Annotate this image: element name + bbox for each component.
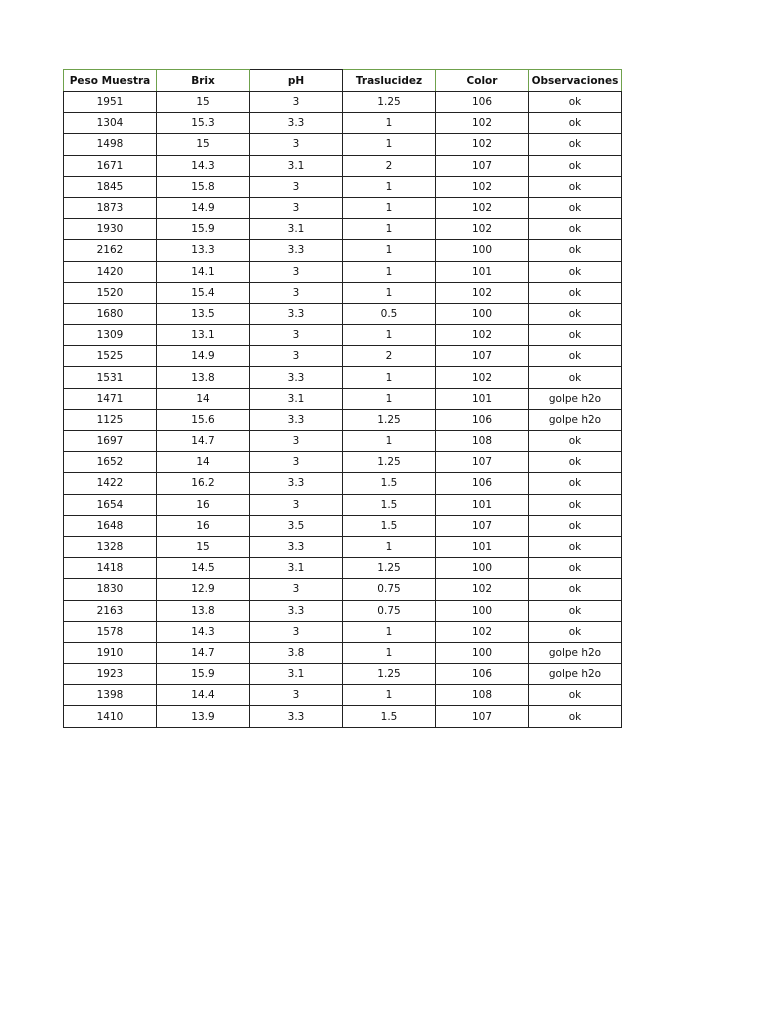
cell-peso-muestra: 1873 — [64, 197, 157, 218]
cell-observaciones: ok — [529, 494, 622, 515]
cell-observaciones: ok — [529, 92, 622, 113]
cell-brix: 14 — [157, 452, 250, 473]
cell-observaciones: ok — [529, 346, 622, 367]
cell-observaciones: ok — [529, 558, 622, 579]
cell-traslucidez: 1 — [343, 536, 436, 557]
spreadsheet-page — [63, 69, 622, 728]
cell-ph: 3 — [250, 197, 343, 218]
cell-peso-muestra: 1951 — [64, 92, 157, 113]
cell-brix: 14.7 — [157, 431, 250, 452]
cell-brix: 14.7 — [157, 642, 250, 663]
cell-traslucidez: 1 — [343, 431, 436, 452]
cell-color: 102 — [436, 134, 529, 155]
table-row — [64, 134, 622, 155]
cell-color: 102 — [436, 579, 529, 600]
cell-traslucidez: 1 — [343, 219, 436, 240]
cell-brix: 13.9 — [157, 706, 250, 727]
cell-color: 107 — [436, 706, 529, 727]
cell-color: 102 — [436, 219, 529, 240]
cell-traslucidez: 1.25 — [343, 452, 436, 473]
cell-color: 106 — [436, 92, 529, 113]
header-peso-muestra: Peso Muestra — [64, 70, 157, 92]
cell-traslucidez: 1.25 — [343, 558, 436, 579]
cell-brix: 14.5 — [157, 558, 250, 579]
cell-ph: 3 — [250, 261, 343, 282]
cell-traslucidez: 1 — [343, 176, 436, 197]
table-row — [64, 113, 622, 134]
cell-traslucidez: 1 — [343, 134, 436, 155]
cell-color: 106 — [436, 473, 529, 494]
cell-peso-muestra: 1845 — [64, 176, 157, 197]
cell-observaciones: ok — [529, 452, 622, 473]
table-row — [64, 176, 622, 197]
cell-brix: 14.4 — [157, 685, 250, 706]
cell-peso-muestra: 1654 — [64, 494, 157, 515]
cell-brix: 15 — [157, 92, 250, 113]
cell-traslucidez: 1.5 — [343, 515, 436, 536]
table-row — [64, 388, 622, 409]
cell-ph: 3.3 — [250, 600, 343, 621]
cell-traslucidez: 1 — [343, 367, 436, 388]
cell-peso-muestra: 1910 — [64, 642, 157, 663]
cell-brix: 16 — [157, 515, 250, 536]
table-row — [64, 197, 622, 218]
cell-ph: 3.8 — [250, 642, 343, 663]
table-row — [64, 664, 622, 685]
cell-traslucidez: 1.25 — [343, 92, 436, 113]
cell-color: 102 — [436, 282, 529, 303]
cell-brix: 15.3 — [157, 113, 250, 134]
cell-ph: 3 — [250, 282, 343, 303]
cell-brix: 14.9 — [157, 346, 250, 367]
cell-traslucidez: 1.5 — [343, 706, 436, 727]
cell-color: 102 — [436, 621, 529, 642]
cell-peso-muestra: 1680 — [64, 303, 157, 324]
table-row — [64, 600, 622, 621]
cell-observaciones: ok — [529, 113, 622, 134]
cell-traslucidez: 1 — [343, 388, 436, 409]
cell-observaciones: golpe h2o — [529, 642, 622, 663]
cell-color: 101 — [436, 494, 529, 515]
cell-brix: 13.8 — [157, 600, 250, 621]
header-observaciones: Observaciones — [529, 70, 622, 92]
cell-brix: 14.3 — [157, 155, 250, 176]
cell-peso-muestra: 1930 — [64, 219, 157, 240]
cell-brix: 16.2 — [157, 473, 250, 494]
cell-brix: 15 — [157, 536, 250, 557]
cell-color: 106 — [436, 409, 529, 430]
cell-brix: 14.1 — [157, 261, 250, 282]
cell-traslucidez: 1 — [343, 261, 436, 282]
cell-traslucidez: 1 — [343, 685, 436, 706]
table-row — [64, 452, 622, 473]
table-row — [64, 685, 622, 706]
cell-color: 107 — [436, 452, 529, 473]
cell-brix: 13.8 — [157, 367, 250, 388]
cell-color: 100 — [436, 303, 529, 324]
table-row — [64, 515, 622, 536]
cell-ph: 3.3 — [250, 113, 343, 134]
cell-peso-muestra: 1648 — [64, 515, 157, 536]
cell-ph: 3 — [250, 92, 343, 113]
cell-color: 102 — [436, 113, 529, 134]
cell-color: 102 — [436, 176, 529, 197]
header-row — [64, 70, 622, 92]
table-row — [64, 240, 622, 261]
cell-peso-muestra: 1671 — [64, 155, 157, 176]
cell-ph: 3.1 — [250, 388, 343, 409]
cell-brix: 13.5 — [157, 303, 250, 324]
cell-ph: 3.3 — [250, 536, 343, 557]
cell-traslucidez: 1 — [343, 240, 436, 261]
cell-brix: 14.3 — [157, 621, 250, 642]
cell-peso-muestra: 1328 — [64, 536, 157, 557]
cell-brix: 15.9 — [157, 664, 250, 685]
cell-peso-muestra: 1304 — [64, 113, 157, 134]
table-row — [64, 261, 622, 282]
cell-color: 102 — [436, 325, 529, 346]
cell-traslucidez: 0.75 — [343, 600, 436, 621]
cell-observaciones: ok — [529, 536, 622, 557]
cell-brix: 15.8 — [157, 176, 250, 197]
cell-traslucidez: 2 — [343, 155, 436, 176]
cell-ph: 3 — [250, 346, 343, 367]
cell-peso-muestra: 1410 — [64, 706, 157, 727]
cell-color: 106 — [436, 664, 529, 685]
cell-peso-muestra: 1525 — [64, 346, 157, 367]
cell-observaciones: golpe h2o — [529, 664, 622, 685]
table-row — [64, 367, 622, 388]
table-row — [64, 579, 622, 600]
cell-traslucidez: 1.5 — [343, 473, 436, 494]
cell-color: 100 — [436, 240, 529, 261]
cell-color: 100 — [436, 642, 529, 663]
cell-peso-muestra: 1309 — [64, 325, 157, 346]
cell-brix: 14.9 — [157, 197, 250, 218]
cell-ph: 3.1 — [250, 558, 343, 579]
cell-color: 107 — [436, 346, 529, 367]
cell-ph: 3 — [250, 325, 343, 346]
cell-brix: 15.4 — [157, 282, 250, 303]
cell-traslucidez: 1.5 — [343, 494, 436, 515]
cell-traslucidez: 1 — [343, 282, 436, 303]
cell-peso-muestra: 1520 — [64, 282, 157, 303]
cell-ph: 3 — [250, 176, 343, 197]
cell-color: 107 — [436, 155, 529, 176]
cell-observaciones: ok — [529, 134, 622, 155]
cell-observaciones: ok — [529, 197, 622, 218]
cell-color: 101 — [436, 536, 529, 557]
table-body — [64, 92, 622, 728]
cell-color: 107 — [436, 515, 529, 536]
cell-ph: 3 — [250, 134, 343, 155]
cell-peso-muestra: 1830 — [64, 579, 157, 600]
table-row — [64, 303, 622, 324]
cell-observaciones: ok — [529, 325, 622, 346]
table-row — [64, 642, 622, 663]
cell-traslucidez: 1 — [343, 642, 436, 663]
cell-brix: 13.1 — [157, 325, 250, 346]
cell-brix: 12.9 — [157, 579, 250, 600]
cell-color: 102 — [436, 367, 529, 388]
cell-observaciones: ok — [529, 303, 622, 324]
table-row — [64, 621, 622, 642]
cell-ph: 3 — [250, 621, 343, 642]
cell-brix: 15.6 — [157, 409, 250, 430]
table-row — [64, 155, 622, 176]
cell-peso-muestra: 2163 — [64, 600, 157, 621]
cell-ph: 3.3 — [250, 240, 343, 261]
header-traslucidez: Traslucidez — [343, 70, 436, 92]
cell-peso-muestra: 1923 — [64, 664, 157, 685]
cell-traslucidez: 1.25 — [343, 409, 436, 430]
cell-ph: 3 — [250, 494, 343, 515]
table-row — [64, 431, 622, 452]
table-row — [64, 219, 622, 240]
table-row — [64, 346, 622, 367]
cell-traslucidez: 0.5 — [343, 303, 436, 324]
cell-color: 108 — [436, 685, 529, 706]
cell-observaciones: ok — [529, 515, 622, 536]
table-row — [64, 494, 622, 515]
cell-observaciones: ok — [529, 621, 622, 642]
cell-observaciones: ok — [529, 219, 622, 240]
cell-color: 108 — [436, 431, 529, 452]
cell-traslucidez: 2 — [343, 346, 436, 367]
cell-observaciones: ok — [529, 473, 622, 494]
cell-observaciones: ok — [529, 155, 622, 176]
cell-peso-muestra: 1652 — [64, 452, 157, 473]
cell-observaciones: ok — [529, 240, 622, 261]
header-ph: pH — [250, 70, 343, 92]
cell-observaciones: ok — [529, 261, 622, 282]
header-brix: Brix — [157, 70, 250, 92]
data-table — [63, 69, 622, 728]
cell-observaciones: ok — [529, 282, 622, 303]
cell-peso-muestra: 1578 — [64, 621, 157, 642]
cell-color: 100 — [436, 600, 529, 621]
cell-observaciones: ok — [529, 367, 622, 388]
cell-ph: 3.3 — [250, 367, 343, 388]
cell-observaciones: ok — [529, 176, 622, 197]
cell-brix: 15 — [157, 134, 250, 155]
table-row — [64, 92, 622, 113]
cell-peso-muestra: 1498 — [64, 134, 157, 155]
cell-traslucidez: 1.25 — [343, 664, 436, 685]
cell-peso-muestra: 1418 — [64, 558, 157, 579]
cell-traslucidez: 1 — [343, 113, 436, 134]
cell-peso-muestra: 2162 — [64, 240, 157, 261]
cell-observaciones: ok — [529, 685, 622, 706]
cell-peso-muestra: 1420 — [64, 261, 157, 282]
cell-traslucidez: 1 — [343, 325, 436, 346]
cell-observaciones: golpe h2o — [529, 388, 622, 409]
table-row — [64, 706, 622, 727]
table-row — [64, 409, 622, 430]
cell-color: 101 — [436, 261, 529, 282]
cell-ph: 3.5 — [250, 515, 343, 536]
cell-color: 100 — [436, 558, 529, 579]
table-header — [64, 70, 622, 92]
cell-traslucidez: 1 — [343, 197, 436, 218]
cell-observaciones: golpe h2o — [529, 409, 622, 430]
cell-ph: 3.1 — [250, 155, 343, 176]
cell-ph: 3.1 — [250, 219, 343, 240]
table-row — [64, 536, 622, 557]
cell-brix: 13.3 — [157, 240, 250, 261]
cell-ph: 3 — [250, 431, 343, 452]
cell-brix: 16 — [157, 494, 250, 515]
cell-ph: 3.3 — [250, 303, 343, 324]
cell-brix: 15.9 — [157, 219, 250, 240]
cell-peso-muestra: 1422 — [64, 473, 157, 494]
header-color: Color — [436, 70, 529, 92]
cell-ph: 3.3 — [250, 409, 343, 430]
cell-brix: 14 — [157, 388, 250, 409]
table-row — [64, 282, 622, 303]
cell-ph: 3 — [250, 685, 343, 706]
cell-peso-muestra: 1531 — [64, 367, 157, 388]
table-row — [64, 325, 622, 346]
cell-observaciones: ok — [529, 706, 622, 727]
cell-traslucidez: 0.75 — [343, 579, 436, 600]
table-row — [64, 473, 622, 494]
table-row — [64, 558, 622, 579]
cell-peso-muestra: 1125 — [64, 409, 157, 430]
cell-traslucidez: 1 — [343, 621, 436, 642]
cell-observaciones: ok — [529, 600, 622, 621]
cell-ph: 3.3 — [250, 473, 343, 494]
cell-peso-muestra: 1471 — [64, 388, 157, 409]
cell-peso-muestra: 1398 — [64, 685, 157, 706]
cell-ph: 3.1 — [250, 664, 343, 685]
cell-ph: 3.3 — [250, 706, 343, 727]
cell-ph: 3 — [250, 452, 343, 473]
cell-observaciones: ok — [529, 431, 622, 452]
cell-observaciones: ok — [529, 579, 622, 600]
cell-color: 102 — [436, 197, 529, 218]
cell-peso-muestra: 1697 — [64, 431, 157, 452]
cell-ph: 3 — [250, 579, 343, 600]
cell-color: 101 — [436, 388, 529, 409]
